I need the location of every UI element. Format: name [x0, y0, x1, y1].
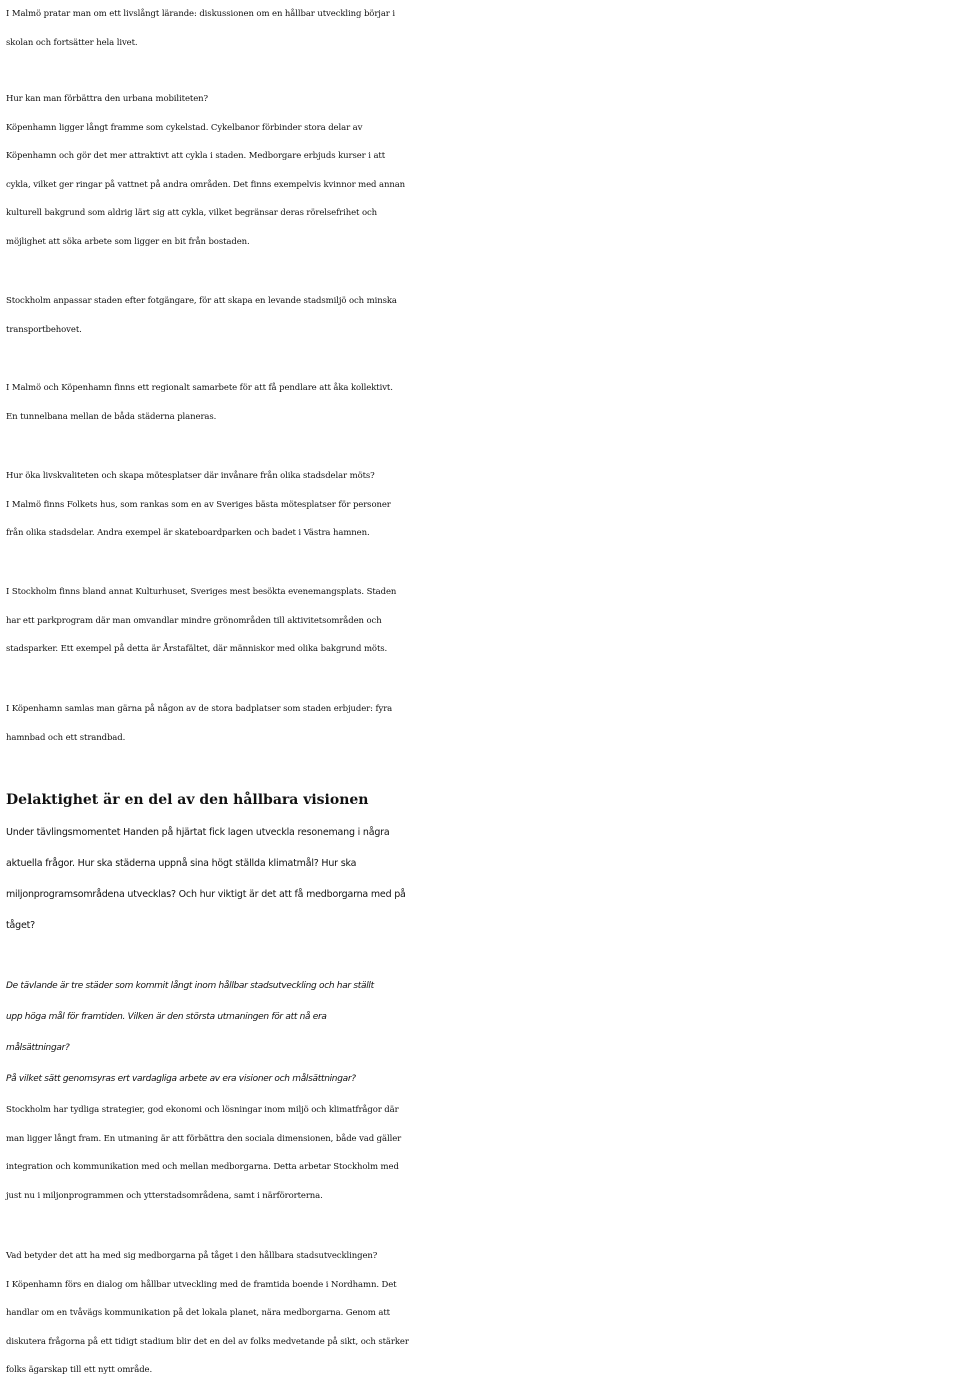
- text-line: från olika stadsdelar. Andra exempel är skateboardparken och badet i Västra hamnen.: [6, 528, 370, 539]
- text-line: handlar om en tvåvägs kommunikation på det lokala planet, nära medborgarna. Genom att: [6, 1308, 390, 1319]
- paragraph-stockholm-pedestrians: [6, 287, 960, 344]
- text-line: integration och kommunikation med och mellan medborgarna. Detta arbetar Stockholm med: [6, 1162, 399, 1173]
- paragraph-citizen-dialogue: [6, 1242, 960, 1385]
- text-line: Under tävlingsmomentet Handen på hjärtat fick lagen utveckla resonemang i några: [6, 827, 390, 838]
- text-line: En tunnelbana mellan de båda städerna planeras.: [6, 411, 217, 422]
- paragraph-urban-mobility: [6, 85, 960, 257]
- paragraph-copenhagen-baths: [6, 695, 960, 752]
- text-line: Stockholm anpassar staden efter fotgängare, för att skapa en levande stadsmiljö och minska: [6, 296, 397, 306]
- text-line: I Köpenhamn förs en dialog om hållbar utveckling med de framtida boende i Nordhamn. Det: [6, 1279, 397, 1290]
- text-line: I Malmö finns Folkets hus, som rankas som en av Sveriges bästa mötesplatser för personer: [6, 499, 391, 510]
- paragraph-meeting-places: [6, 462, 960, 548]
- paragraph-regional-cooperation: [6, 374, 960, 431]
- text-line: Vad betyder det att ha med sig medborgarna på tåget i den hållbara stadsutvecklingen?: [6, 1251, 378, 1261]
- text-line: stadsparker. Ett exempel på detta är Årstafältet, där människor med olika bakgrund möts.: [6, 644, 388, 655]
- text-line: Köpenhamn och gör det mer attraktivt att cykla i staden. Medborgare erbjuds kurser i att: [6, 151, 386, 162]
- section-heading: Delaktighet är en del av den hållbara visionen: [6, 792, 369, 808]
- text-line: Hur kan man förbättra den urbana mobiliteten?: [6, 94, 208, 104]
- text-line: har ett parkprogram där man omvandlar mindre grönområden till aktivitetsområden och: [6, 615, 382, 626]
- text-line: möjlighet att söka arbete som ligger en bit från bostaden.: [6, 236, 250, 247]
- paragraph-lifelong-learning: [6, 0, 960, 57]
- text-line: kulturell bakgrund som aldrig lärt sig att cykla, vilket begränsar deras rörelsefrihet och: [6, 208, 378, 219]
- text-line: aktuella frågor. Hur ska städerna uppnå sina högt ställda klimatmål? Hur ska: [6, 858, 357, 869]
- text-line: I Malmö och Köpenhamn finns ett regionalt samarbete för att få pendlare att åka kollektivt.: [6, 383, 393, 393]
- text-line: Köpenhamn ligger långt framme som cykelstad. Cykelbanor förbinder stora delar av: [6, 122, 363, 133]
- text-line: På vilket sätt genomsyras ert vardagliga arbete av era visioner och målsättningar?: [6, 1074, 356, 1084]
- text-line: upp höga mål för framtiden. Vilken är den största utmaningen för att nå era: [6, 1012, 327, 1022]
- text-line: skolan och fortsätter hela livet.: [6, 37, 138, 48]
- text-line: cykla, vilket ger ringar på vattnet på andra områden. Det finns exempelvis kvinnor med annan: [6, 179, 406, 190]
- text-line: Stockholm har tydliga strategier, god ekonomi och lösningar inom miljö och klimatfrågor där: [6, 1105, 399, 1115]
- text-line: miljonprogramsområdena utvecklas? Och hur viktigt är det att få medborgarna med på: [6, 889, 406, 900]
- text-line: folks ägarskap till ett nytt område.: [6, 1365, 153, 1376]
- text-line: I Köpenhamn samlas man gärna på någon av de stora badplatser som staden erbjuder: fyra: [6, 704, 393, 714]
- text-line: I Malmö pratar man om ett livslångt lärande: diskussionen om en hållbar utveckling börjar i: [6, 9, 395, 19]
- text-line: diskutera frågorna på ett tidigt stadium blir det en del av folks medvetande på sikt, och stärker: [6, 1336, 409, 1347]
- text-line: tåget?: [6, 920, 35, 931]
- text-line: I Stockholm finns bland annat Kulturhuset, Sveriges mest besökta evenemangsplats. Staden: [6, 587, 397, 597]
- text-line: transportbehovet.: [6, 324, 82, 335]
- text-line: Hur öka livskvaliteten och skapa mötesplatser där invånare från olika stadsdelar möts?: [6, 471, 375, 481]
- paragraph-questions-italic: [6, 971, 960, 1095]
- text-line: målsättningar?: [6, 1043, 70, 1053]
- paragraph-stockholm-strategies: [6, 1096, 960, 1210]
- text-line: De tävlande är tre städer som kommit långt inom hållbar stadsutveckling och har ställt: [6, 981, 374, 991]
- text-line: man ligger långt fram. En utmaning är att förbättra den sociala dimensionen, både vad gäller: [6, 1133, 402, 1144]
- paragraph-stockholm-culture: [6, 578, 960, 664]
- text-line: just nu i miljonprogrammen och ytterstadsområdena, samt i närförorterna.: [6, 1190, 323, 1201]
- text-line: hamnbad och ett strandbad.: [6, 732, 126, 743]
- paragraph-competition-intro: [6, 817, 960, 941]
